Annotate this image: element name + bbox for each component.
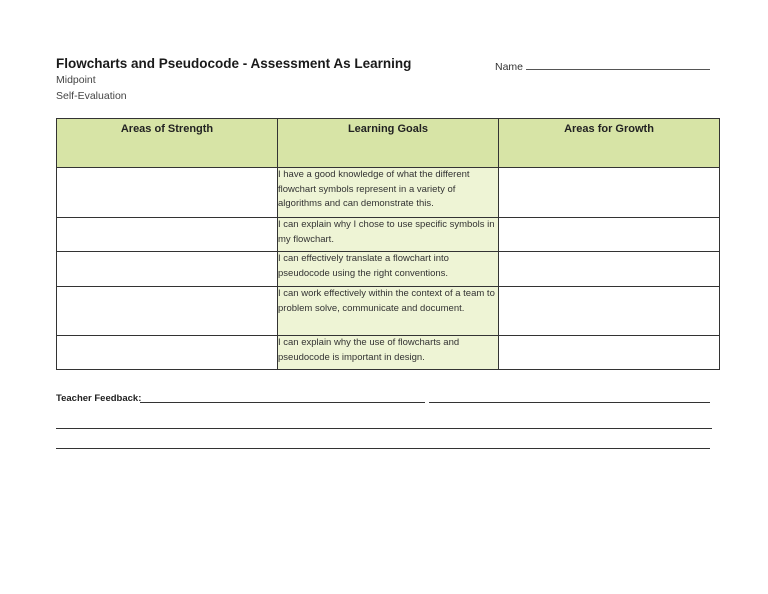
- strength-cell[interactable]: [57, 252, 278, 287]
- header-areas-of-strength: Areas of Strength: [57, 119, 278, 168]
- name-blank-line[interactable]: [526, 59, 710, 70]
- feedback-line-3[interactable]: [56, 448, 710, 449]
- growth-cell[interactable]: [499, 252, 720, 287]
- goal-cell: I can explain why the use of flowcharts and pseudocode is important in design.: [278, 336, 499, 370]
- name-label: Name: [495, 61, 524, 73]
- header-learning-goals: Learning Goals: [278, 119, 499, 168]
- table-row: [57, 218, 720, 252]
- growth-cell[interactable]: [499, 218, 720, 252]
- table-row: [57, 336, 720, 370]
- table-header-row: [57, 119, 720, 168]
- table-row: [57, 168, 720, 218]
- subtitle-self-evaluation: Self-Evaluation: [56, 90, 127, 102]
- feedback-line-1b[interactable]: [429, 402, 710, 403]
- strength-cell[interactable]: [57, 336, 278, 370]
- strength-cell[interactable]: [57, 168, 278, 218]
- growth-cell[interactable]: [499, 336, 720, 370]
- teacher-feedback-label: Teacher Feedback:: [56, 393, 142, 404]
- feedback-line-1a[interactable]: [140, 402, 425, 403]
- strength-cell[interactable]: [57, 287, 278, 336]
- table-row: [57, 287, 720, 336]
- growth-cell[interactable]: [499, 168, 720, 218]
- goal-cell: I can explain why I chose to use specific symbols in my flowchart.: [278, 218, 499, 252]
- goal-cell: I can work effectively within the context of a team to problem solve, communicate and document.: [278, 287, 499, 336]
- goal-cell: I have a good knowledge of what the different flowchart symbols represent in a variety of algorithms and can demonstrate this.: [278, 168, 499, 218]
- assessment-table: [56, 118, 720, 370]
- feedback-line-2[interactable]: [56, 428, 712, 429]
- growth-cell[interactable]: [499, 287, 720, 336]
- header-areas-for-growth: Areas for Growth: [499, 119, 720, 168]
- name-field: [495, 59, 710, 73]
- strength-cell[interactable]: [57, 218, 278, 252]
- table-row: [57, 252, 720, 287]
- goal-cell: I can effectively translate a flowchart into pseudocode using the right conventions.: [278, 252, 499, 287]
- document-title: Flowcharts and Pseudocode - Assessment As Learning: [56, 56, 412, 71]
- subtitle-midpoint: Midpoint: [56, 74, 96, 86]
